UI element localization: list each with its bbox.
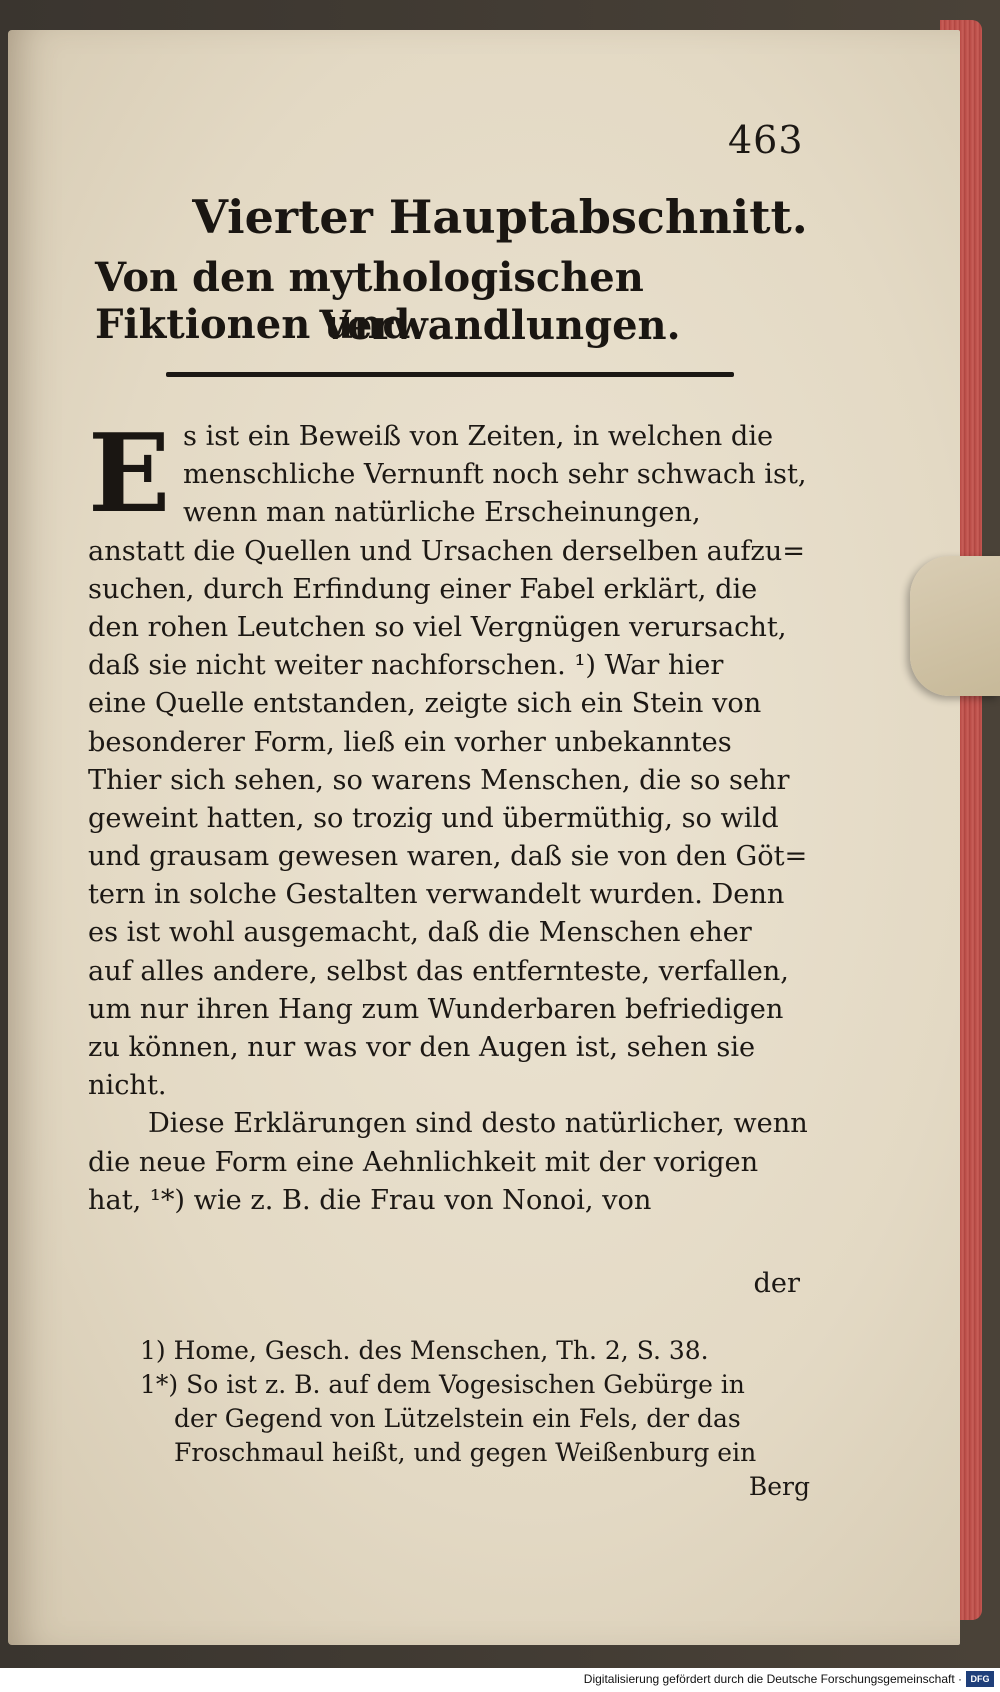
body-line: s ist ein Beweiß von Zeiten, in welchen die [183,421,774,452]
body-line: anstatt die Quellen und Ursachen derselben aufzu= [88,535,806,567]
body-line: suchen, durch Erfindung einer Fabel erklärt, die [88,573,758,605]
body-line: zu können, nur was vor den Augen ist, sehen sie [88,1032,756,1063]
footnote-catchword: Berg [748,1472,810,1501]
digitization-credit: Digitalisierung gefördert durch die Deutsche Forschungsgemeinschaft · [583,1672,962,1686]
body-text [88,411,808,1220]
body-line: wenn man natürliche Erscheinungen, [183,497,701,529]
page-number: 463 [728,118,804,162]
footnote-1: 1) Home, Gesch. des Menschen, Th. 2, S. 38. [140,1336,709,1365]
body-line: Thier sich sehen, so warens Menschen, die so sehr [88,764,790,796]
heading-divider [166,372,734,377]
footnote-2-line: 1*) So ist z. B. auf dem Vogesischen Gebürge in [140,1370,745,1399]
body-line: um nur ihren Hang zum Wunderbaren befriedigen [88,993,784,1025]
chapter-heading: Vierter Hauptabschnitt. [192,190,808,244]
body-line: es ist wohl ausgemacht, daß die Menschen eher [88,917,752,949]
body-line: tern in solche Gestalten verwandelt wurden. Denn [88,879,785,911]
chapter-subtitle-line1: Von den mythologischen Fiktionen und [95,254,644,348]
footnote-2-line: der Gegend von Lützelstein ein Fels, der das [174,1404,741,1433]
dfg-logo: DFG [966,1671,994,1687]
body-line: besonderer Form, ließ ein vorher unbekanntes [88,726,732,758]
body-line: den rohen Leutchen so viel Vergnügen verursacht, [88,611,787,643]
catchword: der [753,1268,800,1299]
body-line: menschliche Vernunft noch sehr schwach ist, [183,459,807,491]
body-line: und grausam gewesen waren, daß sie von den Göt= [88,841,808,873]
body-line: nicht. [88,1070,167,1102]
body-line: Diese Erklärungen sind desto natürlicher, wenn [148,1108,808,1140]
body-line: geweint hatten, so trozig und übermüthig, so wild [88,802,779,834]
body-line: eine Quelle entstanden, zeigte sich ein Stein von [88,688,762,720]
bookmark-tab [910,556,1000,696]
footnotes [140,1334,810,1504]
chapter-subtitle-line2: Verwandlungen. [319,302,681,349]
body-line: hat, ¹*) wie z. B. die Frau von Nonoi, von [88,1184,652,1216]
body-line: daß sie nicht weiter nachforschen. ¹) War hier [88,650,724,682]
body-line: auf alles andere, selbst das entfernteste, verfallen, [88,955,789,987]
footnote-2-line: Froschmaul heißt, und gegen Weißenburg ein [174,1438,757,1467]
drop-cap: E [88,411,171,537]
body-line: die neue Form eine Aehnlichkeit mit der vorigen [88,1146,759,1178]
